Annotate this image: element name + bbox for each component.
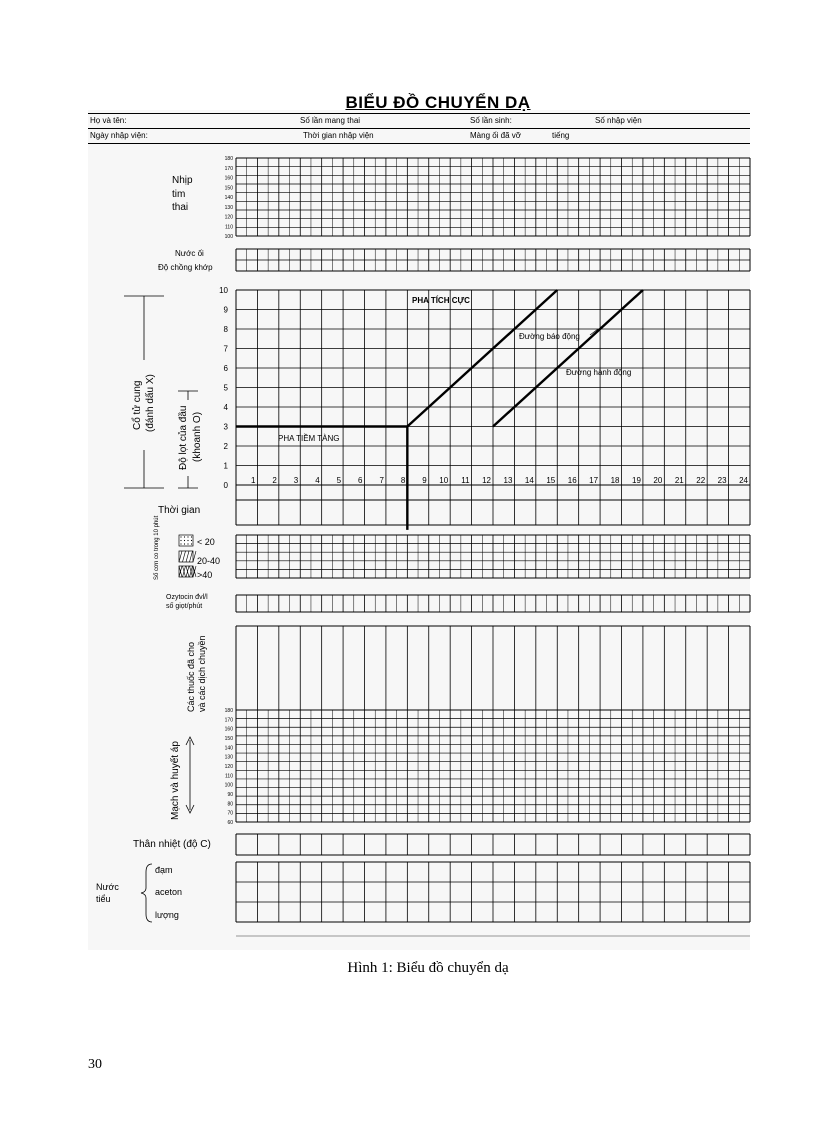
pulse-bp-tick: 70 [227,810,233,817]
fetal-heart-label-1: Nhịp [172,175,193,186]
urine-item-volume: lượng [155,910,179,920]
hour-label: 9 [422,476,427,485]
fetal-heart-tick: 150 [224,185,233,192]
legend-dot [184,543,185,544]
contractions-legend-low: < 20 [197,537,215,547]
hour-label: 1 [250,476,256,485]
temperature-label: Thân nhiệt (độ C) [133,839,211,850]
series-line-2 [493,290,643,427]
fetal-heart-tick: 170 [224,165,233,172]
fetal-heart-label-2: tim [172,189,186,200]
legend-dot [184,536,185,537]
hour-label: 7 [379,476,384,485]
series-line-1 [407,290,557,427]
cervix-label: Cổ tử cung [132,380,143,430]
cervix-y-tick: 4 [223,403,228,412]
hour-label: 16 [567,476,577,485]
hour-label: 3 [293,476,299,485]
fetal-heart-tick: 140 [224,195,233,201]
hour-label: 19 [632,476,641,485]
urine-label-1: Nước [96,882,119,892]
cervix-y-tick: 3 [223,422,228,432]
cervix-y-tick: 9 [223,305,228,315]
legend-dot [187,543,188,544]
hour-label: 18 [610,476,620,485]
fetal-heart-label-3: thai [172,202,189,213]
admission-date-label: Ngày nhập viện: [90,131,148,140]
legend-dot [187,540,188,541]
action-line-label: Đường hành động [566,368,632,377]
legend-dot [187,536,188,537]
pulse-bp-tick: 100 [224,782,233,789]
oxytocin-label-1: Ozytocin đvl/l [166,594,208,601]
contractions-legend-mid: 20-40 [197,556,221,566]
hour-label: 10 [439,476,449,485]
hour-label: 24 [739,476,748,485]
figure-caption: Hình 1: Biểu đồ chuyển dạ [347,960,509,976]
legend-dot [180,540,181,541]
cervix-y-tick: 6 [223,364,228,373]
legend-hatch [193,551,196,562]
pulse-bp-tick: 160 [224,726,233,733]
amniotic-fluid-label: Nước ối [175,249,204,258]
urine-brace [141,864,152,922]
descent-label: Độ lọt của đầu [178,405,189,470]
legend-dot [180,543,181,544]
hour-label: 2 [272,476,277,485]
membrane-rupture-label: Màng ối đã vỡ [470,131,522,140]
hour-label: 12 [482,476,491,485]
legend-dot [191,543,192,544]
hour-label: 17 [589,476,599,485]
pulse-bp-tick: 120 [224,764,233,770]
urine-label-2: tiểu [96,894,111,904]
descent-sublabel: (khoanh O) [192,411,203,462]
fetal-heart-tick: 120 [224,214,233,221]
cervix-sublabel: (đánh dấu X) [145,374,156,432]
oxytocin-label-2: số giọt/phút [166,603,203,610]
legend-dot [191,540,192,541]
pulse-bp-tick: 80 [227,801,233,808]
cervix-y-tick: 10 [219,286,228,295]
admission-time-label: Thời gian nhập viện [303,131,374,140]
legend-dot [184,540,185,541]
hour-label: 4 [315,476,320,485]
pulse-bp-tick: 180 [224,708,233,714]
fetal-heart-tick: 160 [224,175,233,182]
legend-dot [180,536,181,537]
pregnancy-count-label: Số lần mang thai [300,116,361,125]
page-title: BIỂU ĐỒ CHUYỂN DẠ [345,93,531,112]
pulse-bp-label: Mạch và huyết áp [170,741,181,820]
active-phase-label: PHA TÍCH CỰC [412,296,470,305]
drugs-label-1: Các thuốc đã cho [186,641,196,712]
fetal-heart-tick: 100 [224,234,233,240]
pulse-bp-tick: 130 [224,754,233,761]
hour-label: 21 [674,476,684,485]
drugs-label-2: và các dịch chuyền [197,635,207,712]
hour-label: 5 [336,476,342,485]
urine-item-acetone: aceton [155,887,183,897]
cervix-y-tick: 7 [223,344,228,354]
hour-label: 8 [400,476,406,485]
fetal-heart-tick: 110 [225,224,233,231]
alert-line-label: Đường báo động [519,332,580,341]
urine-item-protein: đạm [155,865,173,875]
pulse-bp-tick: 150 [224,736,233,742]
hour-label: 15 [546,476,556,485]
hour-label: 20 [653,476,663,485]
cervix-y-tick: 0 [223,481,228,490]
pulse-bp-tick: 140 [224,745,233,752]
cervix-y-tick: 2 [223,442,228,451]
hour-label: 11 [461,476,470,485]
cervix-y-tick: 5 [223,383,228,393]
patient-name-label: Họ và tên: [90,116,127,125]
hour-label: 23 [717,476,727,485]
time-label: Thời gian [158,505,201,516]
hour-label: 22 [696,476,706,485]
moulding-label: Độ chồng khớp [158,263,213,272]
pulse-bp-tick: 110 [225,773,233,780]
page-number: 30 [88,1057,102,1072]
cervix-y-tick: 8 [223,325,228,334]
pulse-bp-tick: 170 [224,717,233,724]
contractions-label: Số cơn co trong 10 phút [154,515,160,580]
birth-count-label: Số lần sinh: [470,116,512,125]
fetal-heart-tick: 130 [224,204,233,211]
contractions-legend-high: >40 [197,570,213,580]
hour-label: 13 [503,476,513,485]
hour-label: 6 [358,476,363,485]
fetal-heart-tick: 180 [224,156,233,162]
pulse-bp-tick: 60 [227,820,233,826]
legend-dot [191,536,192,537]
cervix-y-tick: 1 [223,461,228,471]
admission-number-label: Số nhập viện [595,116,642,125]
pulse-bp-tick: 90 [227,792,233,798]
latent-phase-label: PHA TIỀM TÀNG [278,434,340,443]
hours-label: tiếng [552,131,570,140]
hour-label: 14 [524,476,534,485]
